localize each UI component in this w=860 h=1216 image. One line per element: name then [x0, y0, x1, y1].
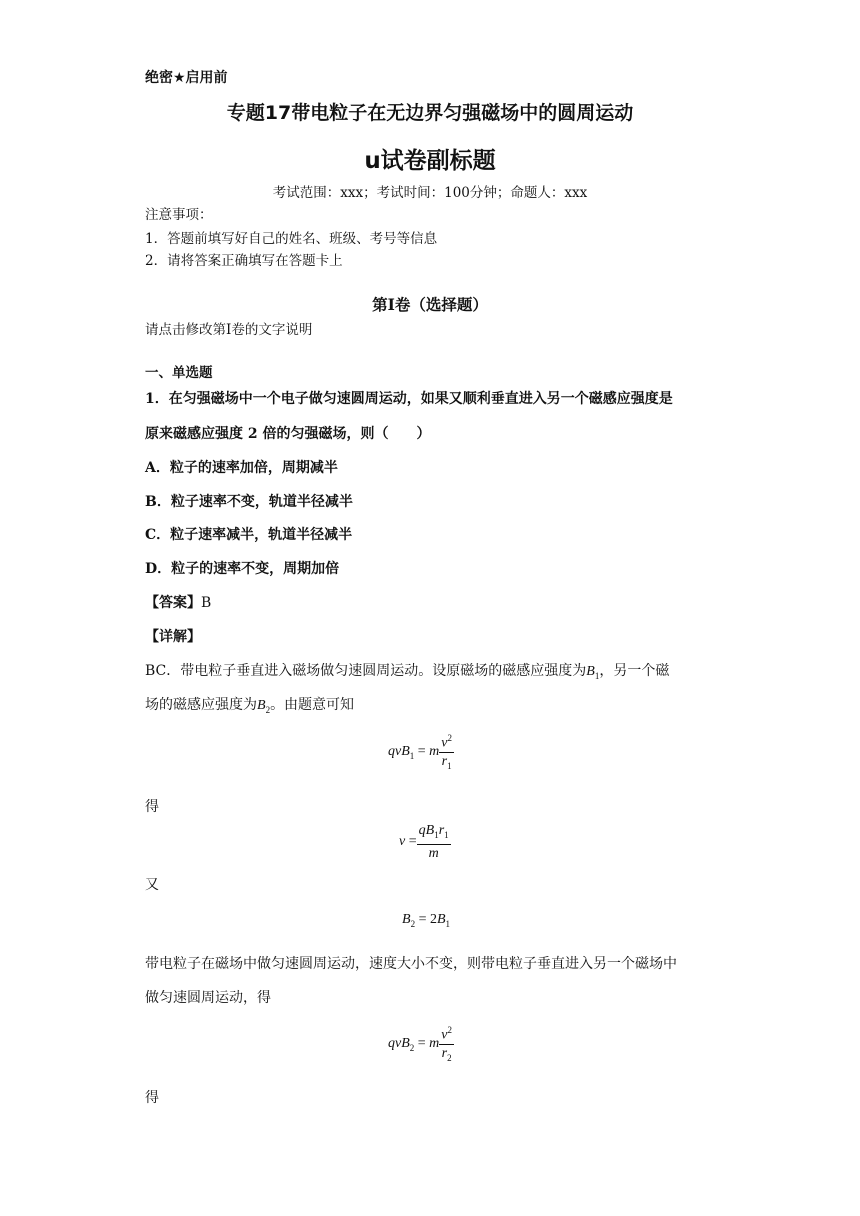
page-subtitle: u试卷副标题 — [364, 148, 496, 174]
text-you: 又 — [145, 877, 159, 893]
question-line-1: 1．在匀强磁场中一个电子做匀速圆周运动，如果又顺利垂直进入另一个磁感应强度是 — [145, 391, 673, 407]
text-de-2: 得 — [145, 1090, 159, 1106]
answer-line — [145, 592, 211, 612]
explanation-line-4: 做匀速圆周运动，得 — [145, 990, 271, 1006]
question-category: 一、单选题 — [145, 365, 213, 381]
answer-value: B — [201, 595, 212, 611]
section-description: 请点击修改第I卷的文字说明 — [145, 322, 313, 338]
option-b: B．粒子速率不变，轨道半径减半 — [145, 494, 353, 510]
section-title: 第I卷（选择题） — [372, 295, 488, 314]
option-c: C．粒子速率减半，轨道半径减半 — [145, 527, 353, 543]
equation-2: v = $\frac{qB_1r_1}{m}$ — [399, 823, 449, 861]
explanation-line-1: BC．带电粒子垂直进入磁场做匀速圆周运动。设原磁场的磁感应强度为$B_1$，另一个磁 — [145, 663, 670, 681]
equation-4: qvB$_2$ = m $\frac{v^2}{r_2}$ — [388, 1022, 454, 1066]
symbol-b2: $B_2$ — [257, 698, 271, 715]
notes-item-1: 1．答题前填写好自己的姓名、班级、考号等信息 — [145, 231, 438, 247]
answer-label: 【答案】 — [145, 595, 201, 611]
confidential-mark: 绝密★启用前 — [145, 70, 228, 86]
text-de-1: 得 — [145, 799, 159, 815]
question-line-2: 原来磁感应强度 2 倍的匀强磁场，则（ ） — [145, 426, 431, 442]
symbol-b1: $B_1$ — [586, 664, 600, 681]
option-a: A．粒子的速率加倍，周期减半 — [145, 460, 338, 476]
equation-1: qvB$_1$ = m $\frac{v^2}{r_1}$ — [388, 730, 454, 774]
detail-label: 【详解】 — [145, 629, 201, 645]
equation-3: $B_2 = 2B_1$ — [402, 912, 451, 929]
notes-heading: 注意事项： — [145, 207, 213, 223]
explanation-line-3: 带电粒子在磁场中做匀速圆周运动，速度大小不变，则带电粒子垂直进入另一个磁场中 — [145, 956, 677, 972]
exam-meta: 考试范围：xxx；考试时间：100分钟；命题人：xxx — [272, 185, 588, 201]
notes-item-2: 2．请将答案正确填写在答题卡上 — [145, 253, 343, 269]
explanation-line-2: 场的磁感应强度为$B_2$。由题意可知 — [145, 697, 355, 715]
option-d: D．粒子的速率不变，周期加倍 — [145, 561, 340, 577]
page-title: 专题17带电粒子在无边界匀强磁场中的圆周运动 — [226, 102, 634, 124]
